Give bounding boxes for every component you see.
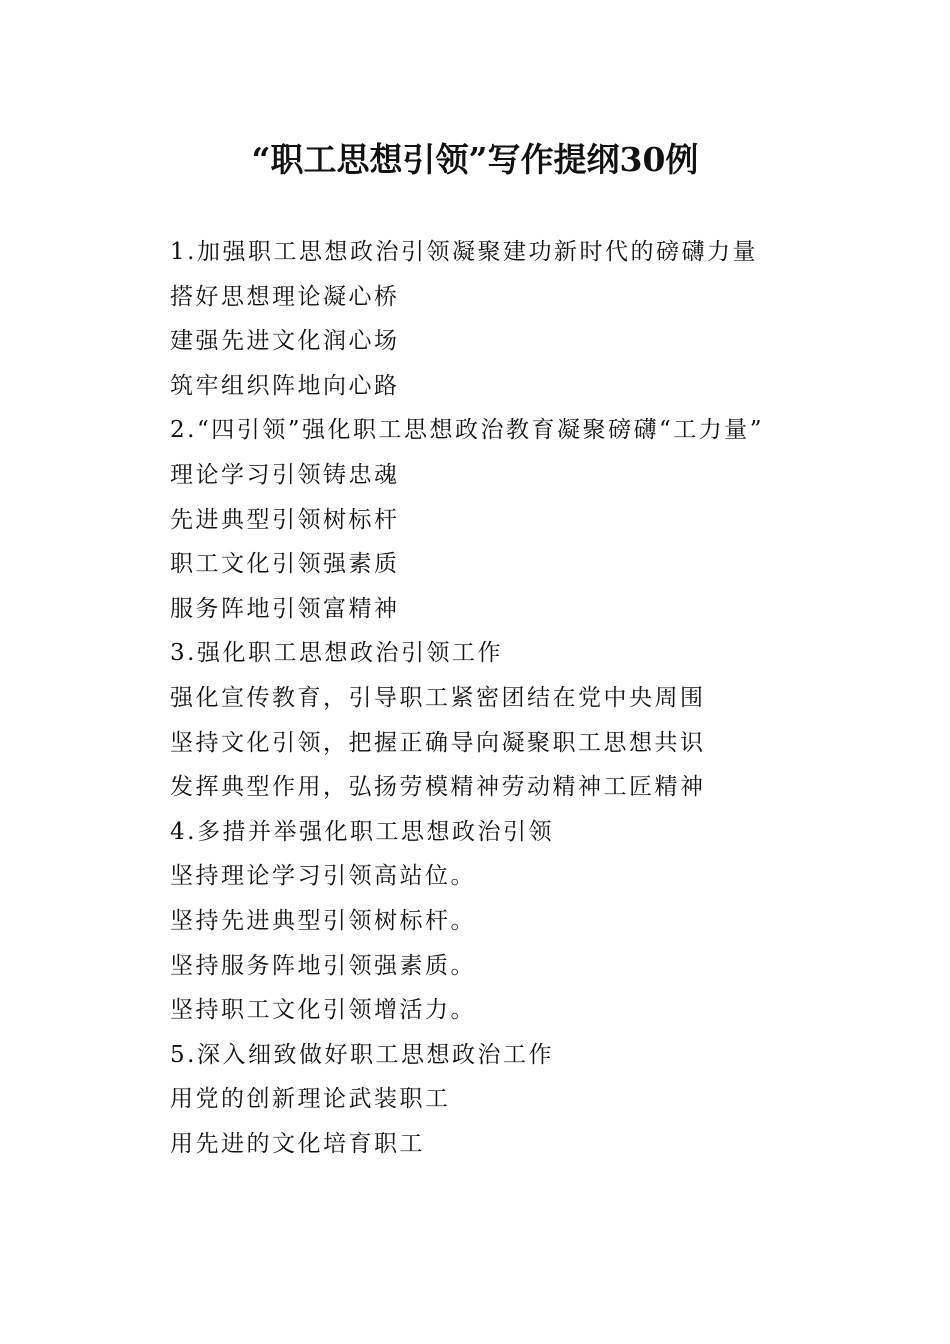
outline-heading: 1.加强职工思想政治引领凝聚建功新时代的磅礴力量 bbox=[170, 239, 758, 265]
outline-item: 筑牢组织阵地向心路 bbox=[170, 372, 400, 399]
outline-item: 职工文化引领强素质 bbox=[170, 551, 400, 578]
outline-item: 用党的创新理论武装职工 bbox=[170, 1086, 451, 1113]
outline-item: 先进典型引领树标杆 bbox=[170, 506, 400, 533]
outline-item: 用先进的文化培育职工 bbox=[170, 1130, 425, 1157]
outline-item: 坚持理论学习引领高站位。 bbox=[170, 863, 476, 890]
outline-item: 坚持职工文化引领增活力。 bbox=[170, 997, 476, 1024]
outline-item: 发挥典型作用，弘扬劳模精神劳动精神工匠精神 bbox=[170, 774, 706, 801]
outline-item: 坚持先进典型引领树标杆。 bbox=[170, 907, 476, 934]
outline-item: 理论学习引领铸忠魂 bbox=[170, 461, 400, 488]
outline-item: 坚持文化引领，把握正确导向凝聚职工思想共识 bbox=[170, 729, 706, 756]
outline-heading: 3.强化职工思想政治引领工作 bbox=[170, 640, 503, 667]
outline-heading: 5.深入细致做好职工思想政治工作 bbox=[170, 1041, 554, 1068]
outline-item: 坚持服务阵地引领强素质。 bbox=[170, 952, 476, 979]
document-body bbox=[170, 230, 870, 1166]
outline-heading: 4.多措并举强化职工思想政治引领 bbox=[170, 818, 554, 845]
outline-item: 建强先进文化润心场 bbox=[170, 328, 400, 355]
outline-heading: 2.“四引领”强化职工思想政治教育凝聚磅礴“工力量” bbox=[170, 417, 764, 444]
document-title: “职工思想引领”写作提纲30例 bbox=[251, 140, 699, 179]
outline-item: 服务阵地引领富精神 bbox=[170, 595, 400, 622]
outline-item: 搭好思想理论凝心桥 bbox=[170, 283, 400, 310]
outline-item: 强化宣传教育，引导职工紧密团结在党中央周围 bbox=[170, 684, 706, 711]
